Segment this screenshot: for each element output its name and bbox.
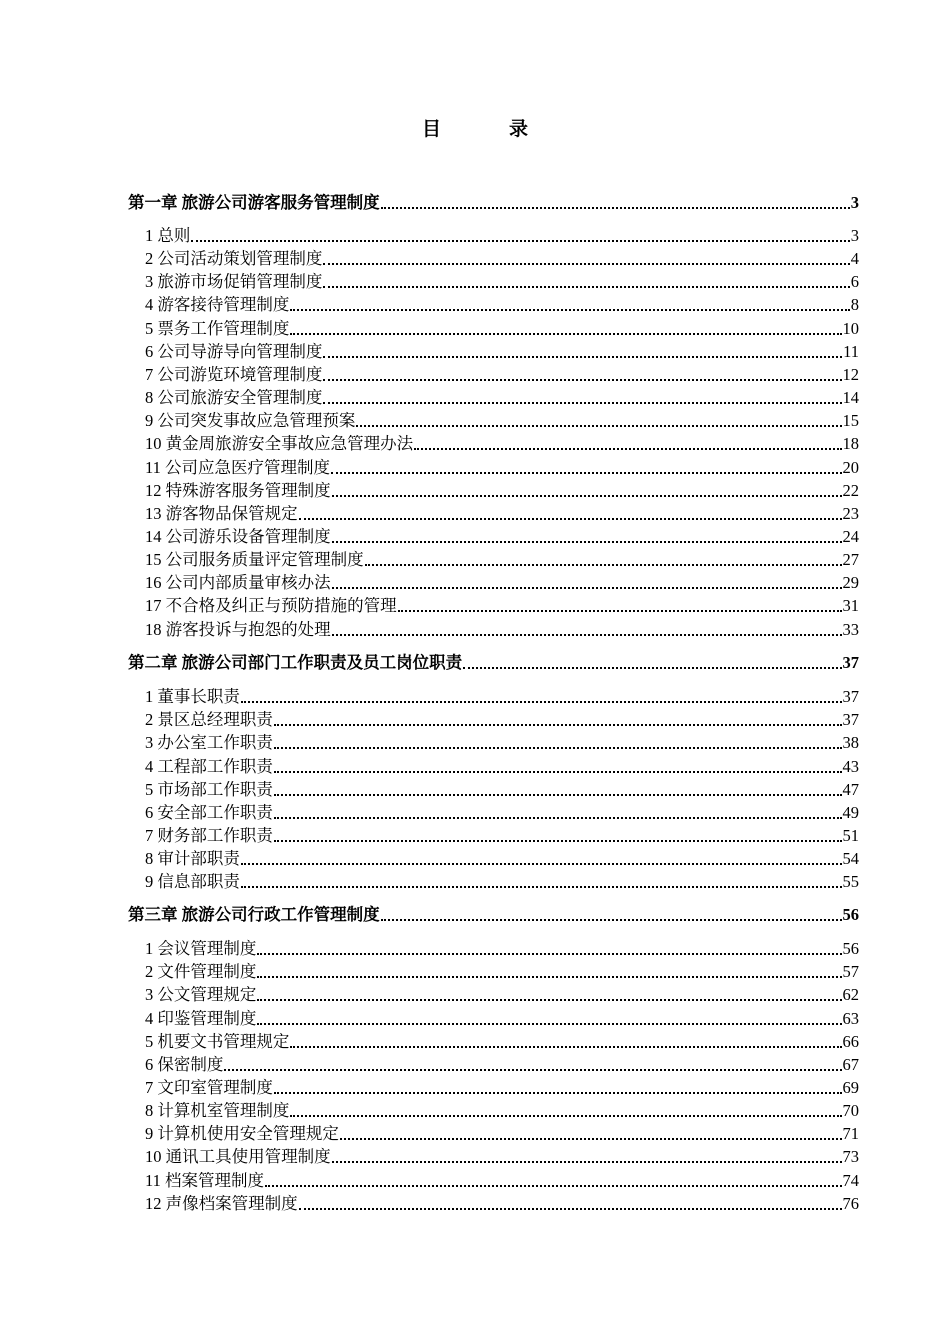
toc-entry[interactable]	[145, 1077, 859, 1099]
toc-entry[interactable]	[145, 1123, 859, 1145]
toc-entry[interactable]	[145, 1031, 859, 1053]
toc-entry[interactable]	[145, 1100, 859, 1122]
entry-title: 8 公司旅游安全管理制度	[145, 388, 323, 407]
toc-entry[interactable]	[145, 938, 859, 960]
dot-leader	[332, 541, 842, 543]
toc-entry[interactable]	[145, 364, 859, 386]
entry-title: 7 公司游览环境管理制度	[145, 364, 323, 384]
toc-title	[0, 114, 950, 141]
dot-leader	[323, 356, 842, 358]
toc-entry[interactable]	[145, 341, 859, 363]
dot-leader	[274, 747, 842, 749]
page-number: 38	[842, 733, 859, 753]
page-number: 73	[842, 1147, 859, 1167]
entry-title: 7 文印室管理制度	[145, 1077, 273, 1097]
page-number: 31	[842, 596, 859, 616]
toc-entry[interactable]	[145, 457, 859, 479]
dot-leader	[265, 1185, 841, 1187]
toc-title-right: 录	[509, 119, 529, 140]
toc-entry[interactable]	[145, 318, 859, 340]
page-number: 10	[842, 318, 859, 338]
page-number: 20	[842, 457, 859, 477]
dot-leader	[274, 840, 842, 842]
page-number: 62	[842, 985, 859, 1005]
dot-leader	[257, 1023, 841, 1025]
toc-entry[interactable]	[145, 526, 859, 548]
toc-entry[interactable]	[145, 248, 859, 270]
dot-leader	[257, 976, 841, 978]
chapter-title: 第一章 旅游公司游客服务管理制度	[128, 193, 380, 212]
dot-leader	[299, 1208, 842, 1210]
toc-entry[interactable]	[145, 732, 859, 754]
entry-title: 4 印鉴管理制度	[145, 1008, 257, 1028]
page-number: 23	[842, 503, 859, 523]
page-number: 47	[842, 779, 859, 799]
entry-title: 4 游客接待管理制度	[145, 295, 290, 315]
dot-leader	[241, 886, 842, 888]
entry-title: 11 公司应急医疗管理制度	[145, 457, 331, 477]
dot-leader	[323, 379, 841, 381]
entry-title: 2 公司活动策划管理制度	[145, 249, 323, 269]
entry-title: 9 计算机使用安全管理规定	[145, 1124, 339, 1144]
dot-leader	[274, 817, 842, 819]
page-number: 57	[842, 962, 859, 982]
entry-title: 9 公司突发事故应急管理预案	[145, 411, 356, 431]
dot-leader	[274, 771, 842, 773]
entry-title: 1 董事长职责	[145, 687, 240, 706]
page-number: 51	[842, 825, 859, 845]
page-number: 67	[842, 1054, 859, 1074]
toc-entry[interactable]	[145, 271, 859, 293]
page-number: 49	[842, 802, 859, 822]
page-number: 27	[842, 550, 859, 570]
page-number: 76	[842, 1193, 859, 1213]
entry-title: 1 总则	[145, 226, 191, 245]
page-number: 11	[843, 341, 859, 361]
entry-title: 3 公文管理规定	[145, 985, 257, 1005]
entry-title: 6 公司导游导向管理制度	[145, 341, 323, 361]
toc-entry[interactable]	[145, 619, 859, 641]
dot-leader	[290, 1046, 841, 1048]
toc-entry[interactable]	[145, 756, 859, 778]
dot-leader	[274, 724, 842, 726]
page-number: 22	[842, 480, 859, 500]
toc-entry[interactable]	[145, 686, 859, 708]
chapter-title: 第三章 旅游公司行政工作管理制度	[128, 905, 380, 924]
page-number: 54	[842, 849, 859, 868]
dot-leader	[241, 701, 842, 703]
page-number: 24	[842, 527, 859, 546]
entry-title: 8 计算机室管理制度	[145, 1101, 290, 1120]
page-number: 69	[842, 1077, 859, 1097]
dot-leader	[290, 1115, 841, 1117]
dot-leader	[381, 207, 850, 209]
page-number: 56	[842, 905, 859, 924]
toc-title-left: 目	[421, 119, 441, 140]
entry-title: 1 会议管理制度	[145, 939, 257, 958]
dot-leader	[274, 794, 842, 796]
entry-title: 4 工程部工作职责	[145, 756, 273, 776]
page-number: 37	[842, 710, 859, 730]
entry-title: 13 游客物品保管规定	[145, 503, 298, 523]
toc-entry[interactable]	[145, 1146, 859, 1168]
page-number: 33	[842, 619, 859, 639]
page-number: 37	[842, 687, 859, 706]
entry-title: 8 审计部职责	[145, 849, 240, 868]
dot-leader	[323, 263, 849, 265]
page-number: 3	[850, 193, 859, 212]
toc-entry[interactable]	[145, 480, 859, 502]
toc-entry[interactable]	[145, 387, 859, 409]
entry-title: 9 信息部职责	[145, 872, 240, 892]
page-number: 12	[842, 364, 859, 384]
page-number: 8	[850, 295, 859, 315]
toc-entry[interactable]	[145, 294, 859, 316]
dot-leader	[398, 610, 842, 612]
dot-leader	[332, 495, 842, 497]
dot-leader	[414, 448, 841, 450]
dot-leader	[332, 634, 842, 636]
toc-entry[interactable]	[145, 433, 859, 455]
entry-title: 5 票务工作管理制度	[145, 318, 290, 338]
toc-entry[interactable]	[145, 549, 859, 571]
toc-entry[interactable]	[145, 225, 859, 247]
entry-title: 12 特殊游客服务管理制度	[145, 480, 331, 500]
page-number: 37	[842, 653, 859, 672]
entry-title: 10 通讯工具使用管理制度	[145, 1147, 331, 1167]
dot-leader	[463, 667, 841, 669]
dot-leader	[332, 587, 842, 589]
dot-leader	[323, 286, 849, 288]
toc-entry[interactable]	[145, 709, 859, 731]
toc-chapter-entry[interactable]	[128, 904, 859, 926]
toc-entry[interactable]	[145, 572, 859, 594]
dot-leader	[299, 518, 842, 520]
dot-leader	[381, 919, 842, 921]
toc-entry[interactable]	[145, 825, 859, 847]
page-number: 55	[842, 872, 859, 892]
page-number: 43	[842, 756, 859, 776]
entry-title: 2 景区总经理职责	[145, 710, 273, 730]
toc-entry[interactable]	[145, 595, 859, 617]
dot-leader	[224, 1069, 841, 1071]
entry-title: 16 公司内部质量审核办法	[145, 573, 331, 593]
entry-title: 6 保密制度	[145, 1054, 224, 1074]
page-number: 14	[842, 388, 859, 407]
page-number: 74	[842, 1170, 859, 1190]
dot-leader	[290, 309, 849, 311]
chapter-title: 第二章 旅游公司部门工作职责及员工岗位职责	[128, 653, 463, 672]
entry-title: 15 公司服务质量评定管理制度	[145, 550, 364, 570]
toc-entry[interactable]	[145, 871, 859, 893]
toc-entry[interactable]	[145, 779, 859, 801]
entry-title: 6 安全部工作职责	[145, 802, 273, 822]
page-number: 6	[850, 272, 859, 292]
page-number: 66	[842, 1031, 859, 1051]
page-number: 15	[842, 411, 859, 431]
dot-leader	[323, 402, 841, 404]
entry-title: 3 办公室工作职责	[145, 733, 273, 753]
entry-title: 5 市场部工作职责	[145, 779, 273, 799]
dot-leader	[331, 472, 841, 474]
toc-entry[interactable]	[145, 410, 859, 432]
toc-entry[interactable]	[145, 1008, 859, 1030]
entry-title: 10 黄金周旅游安全事故应急管理办法	[145, 434, 414, 454]
entry-title: 7 财务部工作职责	[145, 825, 273, 845]
page-number: 63	[842, 1008, 859, 1028]
entry-title: 2 文件管理制度	[145, 962, 257, 982]
toc-entry[interactable]	[145, 503, 859, 525]
page-number: 3	[850, 226, 859, 245]
toc-entry[interactable]	[145, 802, 859, 824]
entry-title: 12 声像档案管理制度	[145, 1193, 298, 1213]
toc-entry[interactable]	[145, 1170, 859, 1192]
dot-leader	[365, 564, 842, 566]
dot-leader	[257, 953, 841, 955]
dot-leader	[274, 1092, 842, 1094]
dot-leader	[191, 240, 849, 242]
toc-chapter-entry[interactable]	[128, 192, 859, 214]
toc-entry[interactable]	[145, 848, 859, 870]
toc-entry[interactable]	[145, 961, 859, 983]
page-number: 29	[842, 573, 859, 593]
entry-title: 18 游客投诉与抱怨的处理	[145, 619, 331, 639]
page-number: 18	[842, 434, 859, 454]
entry-title: 5 机要文书管理规定	[145, 1031, 290, 1051]
dot-leader	[340, 1138, 842, 1140]
page-number: 71	[842, 1124, 859, 1144]
entry-title: 17 不合格及纠正与预防措施的管理	[145, 596, 397, 616]
entry-title: 11 档案管理制度	[145, 1170, 265, 1190]
dot-leader	[290, 333, 841, 335]
toc-entry[interactable]	[145, 1054, 859, 1076]
dot-leader	[356, 425, 841, 427]
page-number: 4	[850, 249, 859, 269]
entry-title: 14 公司游乐设备管理制度	[145, 527, 331, 546]
toc-chapter-entry[interactable]	[128, 652, 859, 674]
toc-entry[interactable]	[145, 1193, 859, 1215]
entry-title: 3 旅游市场促销管理制度	[145, 272, 323, 292]
toc-entry[interactable]	[145, 984, 859, 1006]
dot-leader	[332, 1161, 842, 1163]
page-number: 70	[842, 1101, 859, 1120]
dot-leader	[257, 999, 841, 1001]
page-number: 56	[842, 939, 859, 958]
dot-leader	[241, 863, 842, 865]
